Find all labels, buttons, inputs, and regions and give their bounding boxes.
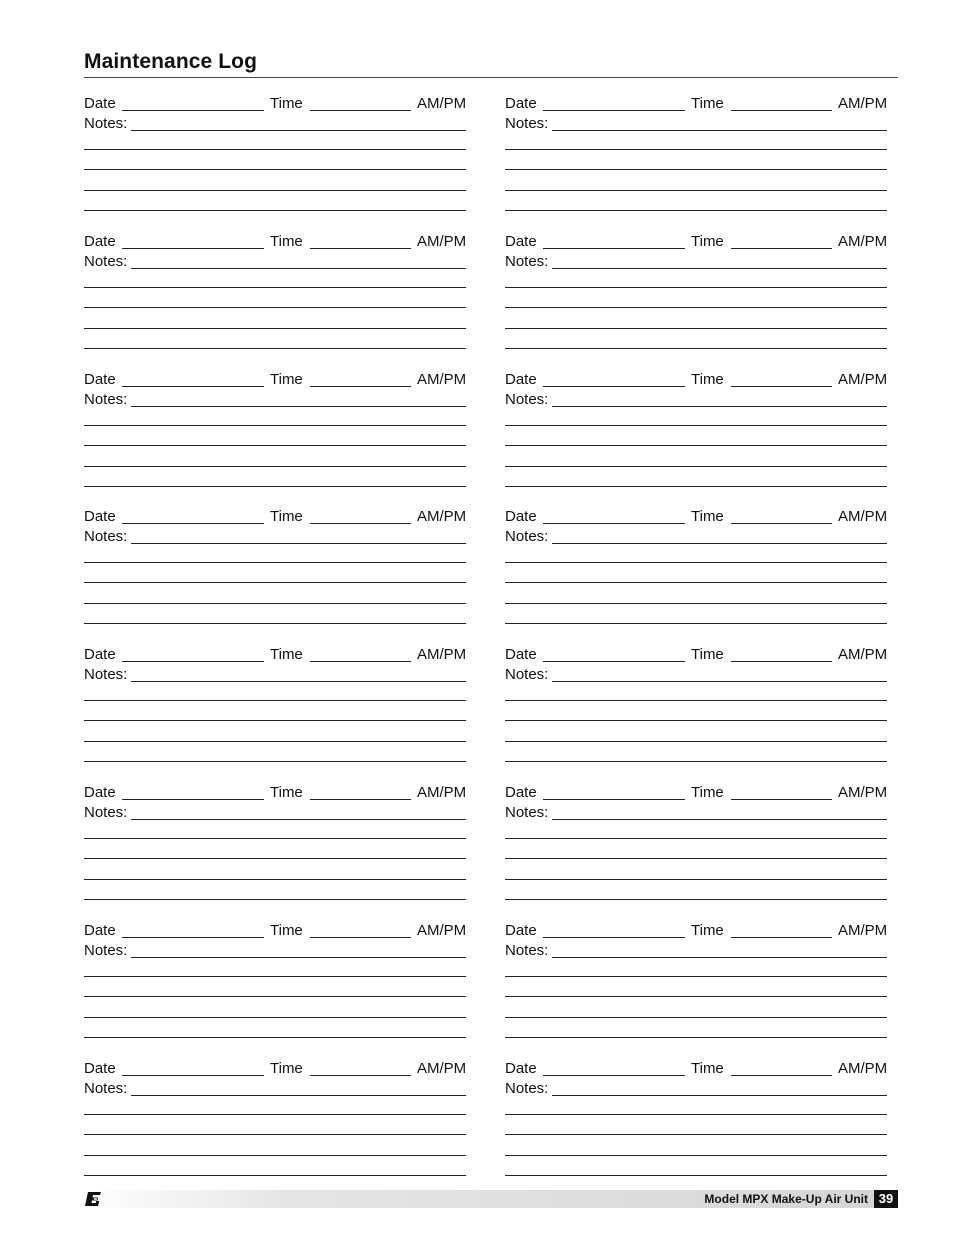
note-line bbox=[84, 623, 466, 624]
time-label: Time bbox=[270, 371, 303, 388]
note-line bbox=[84, 425, 466, 426]
note-line bbox=[505, 700, 887, 701]
time-blank bbox=[310, 248, 411, 249]
log-entry bbox=[84, 1059, 472, 1183]
date-label: Date bbox=[84, 233, 116, 250]
ampm-label: AM/PM bbox=[417, 922, 467, 939]
time-blank bbox=[731, 799, 832, 800]
notes-row bbox=[505, 114, 893, 134]
time-label: Time bbox=[270, 646, 303, 663]
date-blank bbox=[543, 248, 685, 249]
date-blank bbox=[543, 386, 685, 387]
note-line bbox=[84, 761, 466, 762]
page-title: Maintenance Log bbox=[84, 50, 258, 73]
note-line bbox=[505, 1134, 887, 1135]
note-line bbox=[84, 1037, 466, 1038]
note-line bbox=[84, 976, 466, 977]
time-blank bbox=[731, 661, 832, 662]
date-blank bbox=[543, 937, 685, 938]
notes-blank bbox=[131, 819, 466, 820]
log-entry bbox=[84, 94, 472, 218]
time-blank bbox=[310, 386, 411, 387]
date-time-row bbox=[84, 783, 472, 803]
time-label: Time bbox=[270, 784, 303, 801]
notes-blank bbox=[131, 1095, 466, 1096]
notes-blank bbox=[131, 681, 466, 682]
ampm-label: AM/PM bbox=[417, 1060, 467, 1077]
log-entry bbox=[505, 921, 893, 1045]
date-label: Date bbox=[84, 784, 116, 801]
note-line bbox=[505, 761, 887, 762]
note-line bbox=[84, 445, 466, 446]
note-line bbox=[505, 425, 887, 426]
notes-row bbox=[505, 390, 893, 410]
date-label: Date bbox=[505, 922, 537, 939]
note-line bbox=[505, 996, 887, 997]
date-label: Date bbox=[84, 508, 116, 525]
note-line bbox=[505, 307, 887, 308]
date-label: Date bbox=[84, 371, 116, 388]
note-line bbox=[84, 466, 466, 467]
notes-blank bbox=[552, 406, 887, 407]
notes-row bbox=[84, 527, 472, 547]
note-line bbox=[84, 1114, 466, 1115]
date-time-row bbox=[505, 370, 893, 390]
note-line bbox=[505, 348, 887, 349]
notes-row bbox=[84, 803, 472, 823]
time-blank bbox=[731, 248, 832, 249]
footer-model-text: Model MPX Make-Up Air Unit bbox=[704, 1192, 868, 1206]
time-label: Time bbox=[270, 922, 303, 939]
notes-blank bbox=[552, 819, 887, 820]
notes-label: Notes: bbox=[84, 666, 128, 683]
date-label: Date bbox=[505, 646, 537, 663]
time-label: Time bbox=[691, 922, 724, 939]
date-blank bbox=[122, 1075, 264, 1076]
notes-blank bbox=[131, 406, 466, 407]
title-rule bbox=[84, 77, 898, 78]
date-label: Date bbox=[505, 784, 537, 801]
notes-label: Notes: bbox=[505, 1080, 549, 1097]
notes-label: Notes: bbox=[505, 528, 549, 545]
log-entry bbox=[84, 921, 472, 1045]
note-line bbox=[84, 603, 466, 604]
notes-label: Notes: bbox=[84, 804, 128, 821]
date-time-row bbox=[84, 232, 472, 252]
date-label: Date bbox=[505, 1060, 537, 1077]
log-entry bbox=[84, 232, 472, 356]
date-blank bbox=[543, 110, 685, 111]
date-time-row bbox=[84, 645, 472, 665]
ampm-label: AM/PM bbox=[838, 1060, 888, 1077]
log-entry bbox=[84, 645, 472, 769]
notes-row bbox=[84, 665, 472, 685]
note-line bbox=[84, 1155, 466, 1156]
note-line bbox=[505, 190, 887, 191]
note-line bbox=[505, 169, 887, 170]
page-number: 39 bbox=[874, 1190, 898, 1208]
time-label: Time bbox=[270, 95, 303, 112]
date-label: Date bbox=[505, 371, 537, 388]
log-entry bbox=[505, 94, 893, 218]
note-line bbox=[505, 976, 887, 977]
note-line bbox=[84, 1017, 466, 1018]
notes-blank bbox=[131, 543, 466, 544]
greenheck-logo-icon bbox=[84, 1190, 104, 1208]
notes-blank bbox=[552, 957, 887, 958]
date-label: Date bbox=[505, 508, 537, 525]
ampm-label: AM/PM bbox=[838, 95, 888, 112]
notes-row bbox=[505, 527, 893, 547]
log-entry bbox=[84, 370, 472, 494]
notes-row bbox=[84, 114, 472, 134]
note-line bbox=[84, 996, 466, 997]
note-line bbox=[505, 582, 887, 583]
note-line bbox=[505, 1037, 887, 1038]
time-label: Time bbox=[691, 371, 724, 388]
notes-blank bbox=[131, 268, 466, 269]
notes-blank bbox=[552, 130, 887, 131]
time-label: Time bbox=[270, 1060, 303, 1077]
log-entry bbox=[505, 645, 893, 769]
note-line bbox=[505, 603, 887, 604]
note-line bbox=[84, 287, 466, 288]
note-line bbox=[84, 899, 466, 900]
note-line bbox=[84, 486, 466, 487]
date-label: Date bbox=[84, 646, 116, 663]
time-label: Time bbox=[691, 1060, 724, 1077]
notes-row bbox=[505, 665, 893, 685]
notes-blank bbox=[131, 957, 466, 958]
time-blank bbox=[310, 110, 411, 111]
note-line bbox=[84, 149, 466, 150]
ampm-label: AM/PM bbox=[838, 508, 888, 525]
time-label: Time bbox=[691, 508, 724, 525]
notes-blank bbox=[552, 1095, 887, 1096]
note-line bbox=[505, 486, 887, 487]
note-line bbox=[505, 879, 887, 880]
note-line bbox=[505, 899, 887, 900]
notes-label: Notes: bbox=[84, 1080, 128, 1097]
date-blank bbox=[122, 523, 264, 524]
note-line bbox=[84, 700, 466, 701]
log-entry bbox=[505, 232, 893, 356]
notes-label: Notes: bbox=[84, 253, 128, 270]
date-time-row bbox=[505, 232, 893, 252]
time-blank bbox=[731, 523, 832, 524]
note-line bbox=[84, 190, 466, 191]
date-label: Date bbox=[84, 922, 116, 939]
date-blank bbox=[122, 937, 264, 938]
date-time-row bbox=[505, 783, 893, 803]
note-line bbox=[505, 210, 887, 211]
time-blank bbox=[310, 799, 411, 800]
time-label: Time bbox=[691, 233, 724, 250]
date-blank bbox=[122, 110, 264, 111]
date-label: Date bbox=[505, 95, 537, 112]
note-line bbox=[505, 1155, 887, 1156]
time-label: Time bbox=[691, 646, 724, 663]
time-blank bbox=[310, 937, 411, 938]
date-blank bbox=[122, 248, 264, 249]
note-line bbox=[84, 1175, 466, 1176]
note-line bbox=[84, 1134, 466, 1135]
notes-label: Notes: bbox=[84, 391, 128, 408]
notes-label: Notes: bbox=[505, 253, 549, 270]
notes-label: Notes: bbox=[505, 942, 549, 959]
note-line bbox=[84, 858, 466, 859]
date-time-row bbox=[505, 507, 893, 527]
note-line bbox=[505, 328, 887, 329]
time-blank bbox=[731, 937, 832, 938]
note-line bbox=[84, 879, 466, 880]
date-label: Date bbox=[84, 95, 116, 112]
date-time-row bbox=[84, 921, 472, 941]
note-line bbox=[505, 623, 887, 624]
date-blank bbox=[543, 1075, 685, 1076]
notes-label: Notes: bbox=[84, 528, 128, 545]
note-line bbox=[84, 348, 466, 349]
time-blank bbox=[731, 110, 832, 111]
log-entry bbox=[505, 1059, 893, 1183]
date-blank bbox=[543, 799, 685, 800]
note-line bbox=[84, 169, 466, 170]
note-line bbox=[505, 1114, 887, 1115]
time-blank bbox=[310, 523, 411, 524]
notes-row bbox=[84, 1079, 472, 1099]
note-line bbox=[84, 210, 466, 211]
date-blank bbox=[122, 386, 264, 387]
notes-label: Notes: bbox=[505, 115, 549, 132]
note-line bbox=[505, 720, 887, 721]
ampm-label: AM/PM bbox=[838, 784, 888, 801]
note-line bbox=[84, 328, 466, 329]
log-entry bbox=[505, 370, 893, 494]
note-line bbox=[505, 287, 887, 288]
notes-blank bbox=[552, 268, 887, 269]
note-line bbox=[84, 741, 466, 742]
ampm-label: AM/PM bbox=[417, 784, 467, 801]
date-time-row bbox=[505, 94, 893, 114]
note-line bbox=[505, 741, 887, 742]
ampm-label: AM/PM bbox=[838, 371, 888, 388]
notes-row bbox=[84, 390, 472, 410]
note-line bbox=[84, 307, 466, 308]
notes-label: Notes: bbox=[84, 942, 128, 959]
log-entry bbox=[84, 507, 472, 631]
date-blank bbox=[543, 523, 685, 524]
notes-blank bbox=[131, 130, 466, 131]
note-line bbox=[505, 149, 887, 150]
date-time-row bbox=[505, 1059, 893, 1079]
notes-row bbox=[84, 252, 472, 272]
log-entry bbox=[505, 783, 893, 907]
time-blank bbox=[310, 1075, 411, 1076]
time-label: Time bbox=[270, 508, 303, 525]
note-line bbox=[505, 445, 887, 446]
ampm-label: AM/PM bbox=[838, 233, 888, 250]
date-label: Date bbox=[505, 233, 537, 250]
notes-label: Notes: bbox=[505, 804, 549, 821]
time-label: Time bbox=[691, 784, 724, 801]
note-line bbox=[505, 858, 887, 859]
date-time-row bbox=[84, 1059, 472, 1079]
note-line bbox=[84, 838, 466, 839]
notes-blank bbox=[552, 543, 887, 544]
notes-blank bbox=[552, 681, 887, 682]
date-time-row bbox=[505, 921, 893, 941]
notes-row bbox=[505, 941, 893, 961]
date-label: Date bbox=[84, 1060, 116, 1077]
notes-label: Notes: bbox=[84, 115, 128, 132]
notes-row bbox=[505, 803, 893, 823]
note-line bbox=[84, 562, 466, 563]
time-label: Time bbox=[270, 233, 303, 250]
notes-row bbox=[84, 941, 472, 961]
ampm-label: AM/PM bbox=[417, 233, 467, 250]
note-line bbox=[505, 1175, 887, 1176]
log-entry bbox=[84, 783, 472, 907]
note-line bbox=[505, 1017, 887, 1018]
ampm-label: AM/PM bbox=[417, 95, 467, 112]
notes-row bbox=[505, 252, 893, 272]
date-time-row bbox=[84, 370, 472, 390]
date-blank bbox=[122, 799, 264, 800]
note-line bbox=[505, 466, 887, 467]
log-entry bbox=[505, 507, 893, 631]
date-time-row bbox=[84, 507, 472, 527]
note-line bbox=[505, 562, 887, 563]
ampm-label: AM/PM bbox=[838, 646, 888, 663]
ampm-label: AM/PM bbox=[838, 922, 888, 939]
date-blank bbox=[122, 661, 264, 662]
ampm-label: AM/PM bbox=[417, 508, 467, 525]
notes-label: Notes: bbox=[505, 666, 549, 683]
date-blank bbox=[543, 661, 685, 662]
notes-label: Notes: bbox=[505, 391, 549, 408]
date-time-row bbox=[84, 94, 472, 114]
time-blank bbox=[731, 1075, 832, 1076]
note-line bbox=[84, 720, 466, 721]
time-blank bbox=[310, 661, 411, 662]
note-line bbox=[84, 582, 466, 583]
notes-row bbox=[505, 1079, 893, 1099]
time-label: Time bbox=[691, 95, 724, 112]
date-time-row bbox=[505, 645, 893, 665]
time-blank bbox=[731, 386, 832, 387]
ampm-label: AM/PM bbox=[417, 371, 467, 388]
ampm-label: AM/PM bbox=[417, 646, 467, 663]
note-line bbox=[505, 838, 887, 839]
